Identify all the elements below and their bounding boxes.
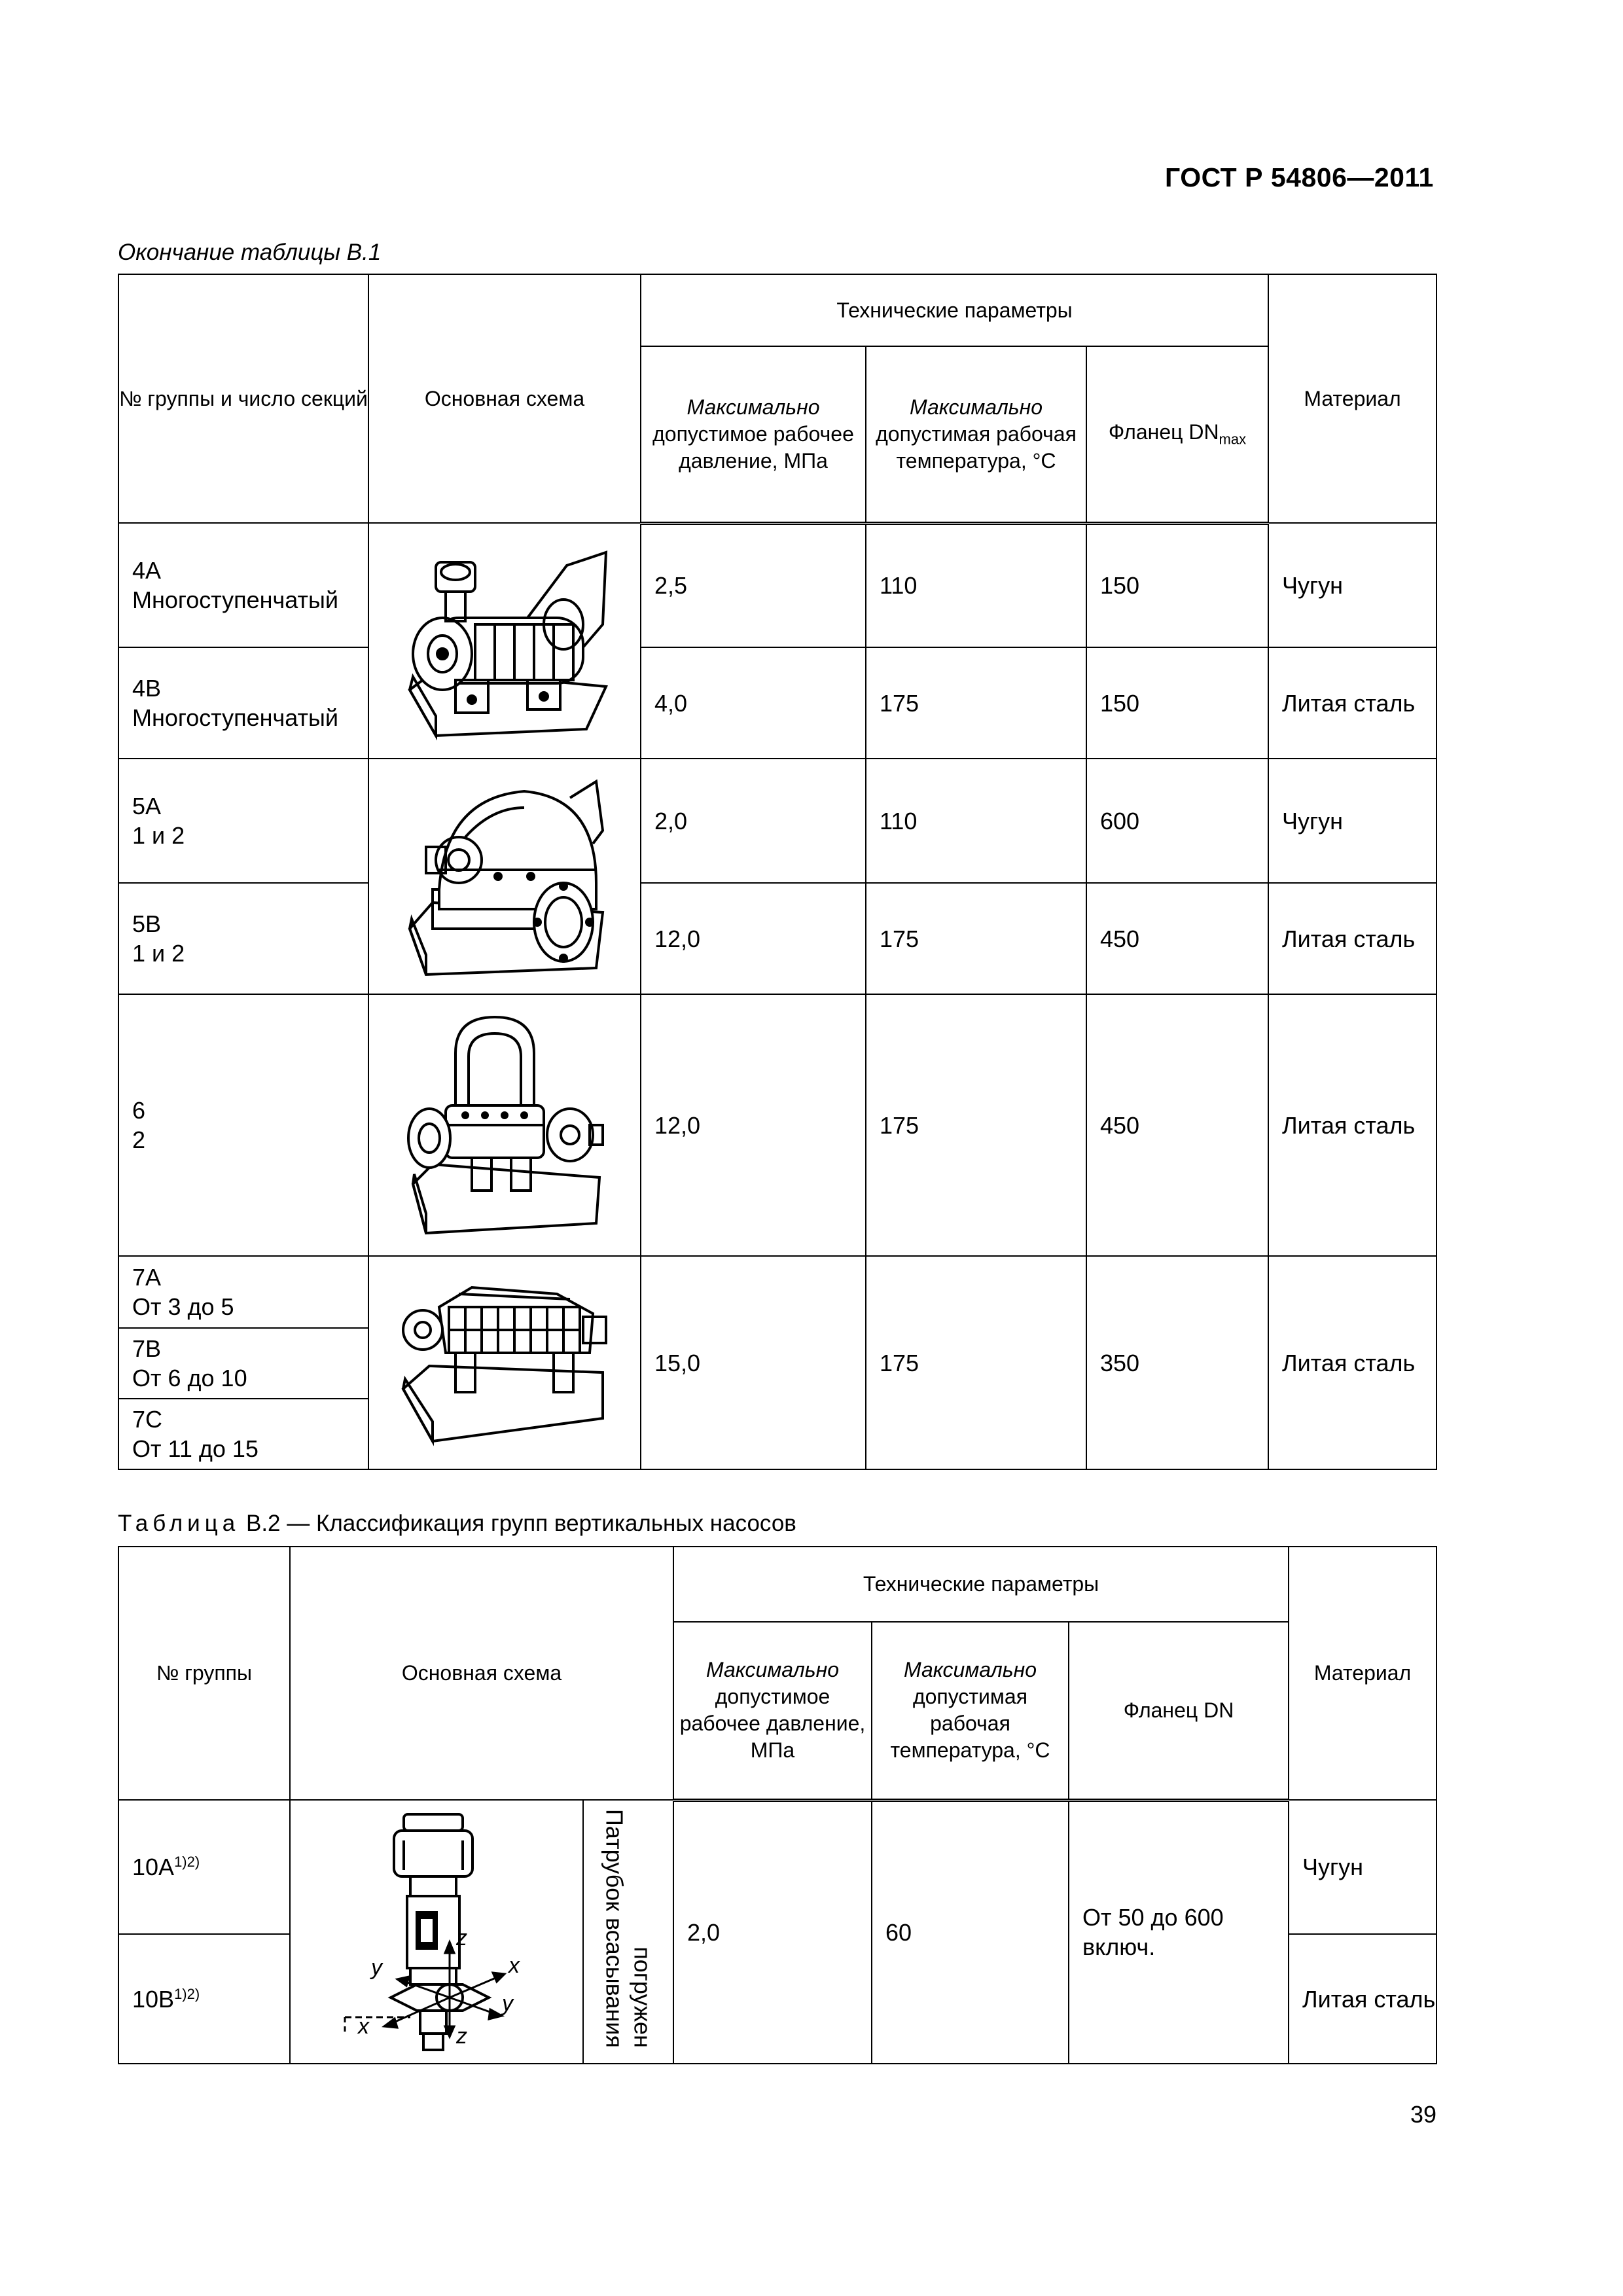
axis-label: y [502,1990,513,2016]
pressure-cell: 15,0 [641,1256,866,1469]
temperature-cell: 175 [866,1256,1086,1469]
multistage-pump-drawing [397,539,613,742]
table1-caption: Окончание таблицы В.1 [118,240,382,265]
flange-cell: От 50 до 600 включ. [1069,1800,1289,2064]
pressure-cell: 2,5 [641,523,866,647]
scheme-vertical-pump [290,1800,583,2064]
vertical-pump-drawing [332,1801,541,2063]
header-tech-params: Технические параметры [673,1547,1289,1622]
scheme-barrel-pump [368,1256,641,1469]
material-cell: Литая сталь [1268,994,1436,1256]
axis-label: y [371,1954,382,1980]
barrel-pump-drawing [393,1268,616,1458]
material-cell: Литая сталь [1268,883,1436,994]
material-cell: Литая сталь [1268,1256,1436,1469]
group-cell: 5В 1 и 2 [118,883,368,994]
page-number: 39 [1410,2101,1437,2128]
axis-label: z [456,1925,467,1950]
table2-caption: Таблица В.2 — Классификация групп вертикальных насосов [118,1511,796,1536]
header-tech-params: Технические параметры [641,274,1268,346]
nozzle-note: Патрубок всасывания погружен [583,1800,673,2064]
scheme-split-case-pump [368,759,641,994]
temperature-cell: 175 [866,994,1086,1256]
table-b1-continuation [118,274,1437,1470]
pressure-cell: 4,0 [641,647,866,759]
flange-cell: 450 [1086,883,1268,994]
temperature-cell: 110 [866,759,1086,883]
header-material: Материал [1268,274,1436,523]
group-cell: 6 2 [118,994,368,1256]
flange-cell: 150 [1086,523,1268,647]
scheme-double-flow-pump [368,994,641,1256]
material-cell: Чугун [1268,759,1436,883]
group-cell: 7С От 11 до 15 [118,1399,368,1469]
scheme-multistage-pump [368,523,641,759]
axis-label: x [358,2013,369,2039]
header-scheme: Основная схема [290,1547,673,1800]
header-temperature: Максимально допустимая рабочая температура, °С [866,346,1086,523]
axis-label: z [456,2023,467,2049]
temperature-cell: 175 [866,883,1086,994]
group-cell: $10В^{1)2)}$ [118,1934,290,2064]
table-b2-vertical-pumps [118,1546,1437,2064]
group-cell: $10А^{1)2)}$ [118,1800,290,1934]
group-cell: 4А Многоступенчатый [118,523,368,647]
header-temperature: Максимально допустимая рабочая температура, °С [872,1622,1069,1800]
pressure-cell: 12,0 [641,994,866,1256]
pressure-cell: 2,0 [641,759,866,883]
material-cell: Чугун [1289,1800,1436,1934]
temperature-cell: 175 [866,647,1086,759]
material-cell: Литая сталь [1289,1934,1436,2064]
group-cell: 7А От 3 до 5 [118,1256,368,1328]
pressure-cell: 2,0 [673,1800,872,2064]
temperature-cell: 60 [872,1800,1069,2064]
material-cell: Литая сталь [1268,647,1436,759]
header-flange: Фланец $DN_{max}$ [1086,346,1268,523]
flange-cell: 450 [1086,994,1268,1256]
group-cell: 7В От 6 до 10 [118,1328,368,1399]
header-group: № группы и число секций [118,274,368,523]
header-pressure: Максимально допустимое рабочее давление, МПа [673,1622,872,1800]
header-pressure: Максимально допустимое рабочее давление, МПа [641,346,866,523]
document-id: ГОСТ Р 54806—2011 [1165,162,1434,192]
flange-cell: 150 [1086,647,1268,759]
split-case-pump-drawing [400,772,609,981]
header-scheme: Основная схема [368,274,641,523]
group-cell: 4В Многоступенчатый [118,647,368,759]
axis-label: x [508,1952,520,1978]
header-material: Материал [1289,1547,1436,1800]
double-flow-pump-drawing [400,1007,609,1243]
temperature-cell: 110 [866,523,1086,647]
header-flange: Фланец DN [1069,1622,1289,1800]
group-cell: 5А 1 и 2 [118,759,368,883]
flange-cell: 600 [1086,759,1268,883]
flange-cell: 350 [1086,1256,1268,1469]
material-cell: Чугун [1268,523,1436,647]
pressure-cell: 12,0 [641,883,866,994]
header-group: № группы [118,1547,290,1800]
